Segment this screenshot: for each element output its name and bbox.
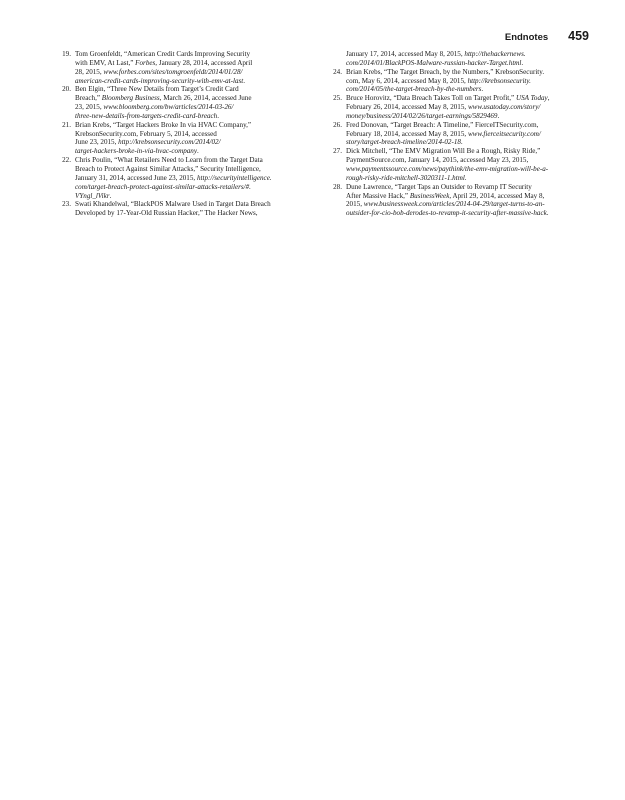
endnote <box>56 85 318 120</box>
endnote-line: Breach,” Bloomberg Business, March 26, 2014, accessed June <box>75 94 252 103</box>
endnote-line: Brian Krebs, “Target Hackers Broke In via HVAC Company,” <box>75 120 252 129</box>
italic-reference: www.paymentssource.com/news/paythink/the-emv-migration-will-be-a- <box>346 164 549 173</box>
italic-reference: http://krebsonsecurity.com/2014/02/ <box>118 138 221 147</box>
endnote-text <box>75 200 318 218</box>
endnote-line: american-credit-cards-improving-security-with-emv-at-last. <box>75 76 246 85</box>
endnote-number: 27. <box>333 147 342 156</box>
endnote-line: outsider-for-cio-bob-derodes-to-revamp-it-security-after-massive-hack. <box>346 209 549 218</box>
endnote-line: After Massive Hack,” BusinessWeek, April 29, 2014, accessed May 8, <box>346 191 545 200</box>
endnote-line: target-hackers-broke-in-via-hvac-company. <box>75 147 199 156</box>
italic-reference: USA Today <box>515 94 548 103</box>
endnote-number: 26. <box>333 120 342 129</box>
endnote-text <box>346 121 589 148</box>
endnote-line: Fred Donovan, “Target Breach: A Timeline,” FierceITSecurity.com, <box>346 120 539 129</box>
italic-reference: VYngl_lVikr <box>75 191 110 200</box>
endnote-text <box>75 50 318 85</box>
endnote-line: Bruce Horovitz, “Data Breach Takes Toll on Target Profit,” USA Today, <box>346 94 550 103</box>
italic-reference: Bloomberg Business <box>101 94 160 103</box>
endnote-number: 21. <box>62 120 71 129</box>
endnote-line: com, May 6, 2014, accessed May 8, 2015, http://krebsonsecurity. <box>346 76 531 85</box>
endnote-line: 2015, www.businessweek.com/articles/2014-04-29/target-turns-to-an- <box>346 200 545 209</box>
endnote-line: Swati Khandelwal, “BlackPOS Malware Used in Target Data Breach <box>75 200 271 209</box>
italic-reference: american-credit-cards-improving-security-with-emv-at-last <box>75 76 244 85</box>
italic-reference: http://securityintelligence. <box>196 173 272 182</box>
running-header <box>505 29 589 43</box>
endnote-number: 25. <box>333 94 342 103</box>
endnote-number: 28. <box>333 182 342 191</box>
italic-reference: www.fierceitsecurity.com/ <box>467 129 541 138</box>
italic-reference: http://thehackernews. <box>464 50 526 58</box>
endnote-line <box>346 165 589 174</box>
endnote-text <box>346 94 589 121</box>
endnote-line: PaymentSource.com, January 14, 2015, accessed May 23, 2015, <box>346 156 529 165</box>
endnote-text <box>75 121 318 156</box>
italic-reference: outsider-for-cio-bob-derodes-to-revamp-it-security-after-massive-hack <box>346 209 547 218</box>
endnote <box>56 50 318 85</box>
endnote-text <box>75 156 318 200</box>
endnote-text <box>75 85 318 120</box>
italic-reference: www.usatoday.com/story/ <box>467 103 541 112</box>
italic-reference: story/target-breach-timeline/2014-02-18 <box>346 138 461 147</box>
endnote <box>327 68 589 95</box>
endnote-line: with EMV, At Last,” Forbes, January 28, 2014, accessed April <box>75 58 253 67</box>
endnote <box>56 156 318 200</box>
endnote-line: Ben Elgin, “Three New Details from Target’s Credit Card <box>75 85 239 94</box>
endnote-line: January 31, 2014, accessed June 23, 2015, http://securityintelligence. <box>75 173 272 182</box>
endnote-line: Developed by 17-Year-Old Russian Hacker,” The Hacker News, <box>75 209 258 218</box>
endnote-line: KrebsonSecurity.com, February 5, 2014, accessed <box>75 129 217 138</box>
italic-reference: rough-risky-ride-mitchell-3020311-1.html <box>346 173 465 182</box>
italic-reference: money/business/2014/02/26/target-earnings/5829469 <box>346 111 498 120</box>
endnote-line: com/2014/05/the-target-breach-by-the-numbers. <box>346 85 484 94</box>
endnote-text <box>346 50 589 68</box>
endnote-line: Breach to Protect Against Similar Attacks,” Security Intelligence, <box>75 164 261 173</box>
italic-reference: com/2014/05/the-target-breach-by-the-numbers <box>346 85 482 94</box>
endnotes-left-column <box>56 50 318 218</box>
endnotes-right-column <box>327 50 589 218</box>
italic-reference: Forbes <box>135 58 156 67</box>
endnote-number: 20. <box>62 85 71 94</box>
endnote <box>327 94 589 121</box>
italic-reference: target-hackers-broke-in-via-hvac-company <box>75 147 197 156</box>
endnote-line: Dick Mitchell, “The EMV Migration Will Be a Rough, Risky Ride,” <box>346 147 541 156</box>
endnote-line: February 18, 2014, accessed May 8, 2015, www.fierceitsecurity.com/ <box>346 129 541 138</box>
endnote-number: 24. <box>333 67 342 76</box>
endnote-line: story/target-breach-timeline/2014-02-18. <box>346 138 463 147</box>
endnote-text <box>346 183 589 218</box>
italic-reference: three-new-details-from-targets-credit-card-breach <box>75 111 218 120</box>
endnote <box>327 50 589 68</box>
endnote-number: 23. <box>62 200 71 209</box>
endnote-line: 28, 2015, www.forbes.com/sites/tomgroenfeldt/2014/01/28/ <box>75 67 243 76</box>
endnote <box>56 200 318 218</box>
endnote-line: Tom Groenfeldt, “American Credit Cards Improving Security <box>75 50 251 58</box>
endnote-line <box>75 183 318 192</box>
endnote-line: 23, 2015, www.bloomberg.com/bw/articles/2014-03-26/ <box>75 103 234 112</box>
endnote-line: three-new-details-from-targets-credit-card-breach. <box>75 111 220 120</box>
endnote-number <box>327 50 346 68</box>
italic-reference: www.businessweek.com/articles/2014-04-29/target-turns-to-an- <box>363 200 545 209</box>
endnote-line: money/business/2014/02/26/target-earnings/5829469. <box>346 111 500 120</box>
endnote <box>327 147 589 182</box>
endnote-line: VYngl_lVikr. <box>75 191 112 200</box>
endnote-line: Dune Lawrence, “Target Taps an Outsider to Revamp IT Security <box>346 182 532 191</box>
italic-reference: com/target-breach-protect-against-similar-attacks-retailers/#. <box>75 182 251 191</box>
endnote-line: June 23, 2015, http://krebsonsecurity.com/2014/02/ <box>75 138 221 147</box>
endnote <box>327 121 589 148</box>
italic-reference: com/2014/01/BlackPOS-Malware-russian-hacker-Target.html <box>346 58 522 67</box>
page-number: 459 <box>568 29 589 43</box>
endnote <box>56 121 318 156</box>
endnote-line: Brian Krebs, “The Target Breach, by the Numbers,” KrebsonSecurity. <box>346 67 545 76</box>
endnote-text <box>346 68 589 95</box>
endnote-line: January 17, 2014, accessed May 8, 2015, http://thehackernews. <box>346 50 526 58</box>
endnote-line: Chris Poulin, “What Retailers Need to Learn from the Target Data <box>75 156 263 165</box>
endnote-line: rough-risky-ride-mitchell-3020311-1.html. <box>346 173 467 182</box>
italic-reference: BusinessWeek <box>409 191 450 200</box>
italic-reference: www.bloomberg.com/bw/articles/2014-03-26/ <box>103 103 234 112</box>
section-title: Endnotes <box>504 32 549 43</box>
endnote-text <box>346 147 589 182</box>
italic-reference: www.forbes.com/sites/tomgroenfeldt/2014/01/28/ <box>103 67 243 76</box>
italic-reference: http://krebsonsecurity. <box>467 76 531 85</box>
endnote-number: 19. <box>62 50 71 58</box>
endnote-number: 22. <box>62 156 71 165</box>
endnote-line: com/2014/01/BlackPOS-Malware-russian-hacker-Target.html. <box>346 58 524 67</box>
endnote-line: February 26, 2014, accessed May 8, 2015, www.usatoday.com/story/ <box>346 103 541 112</box>
endnote <box>327 183 589 218</box>
